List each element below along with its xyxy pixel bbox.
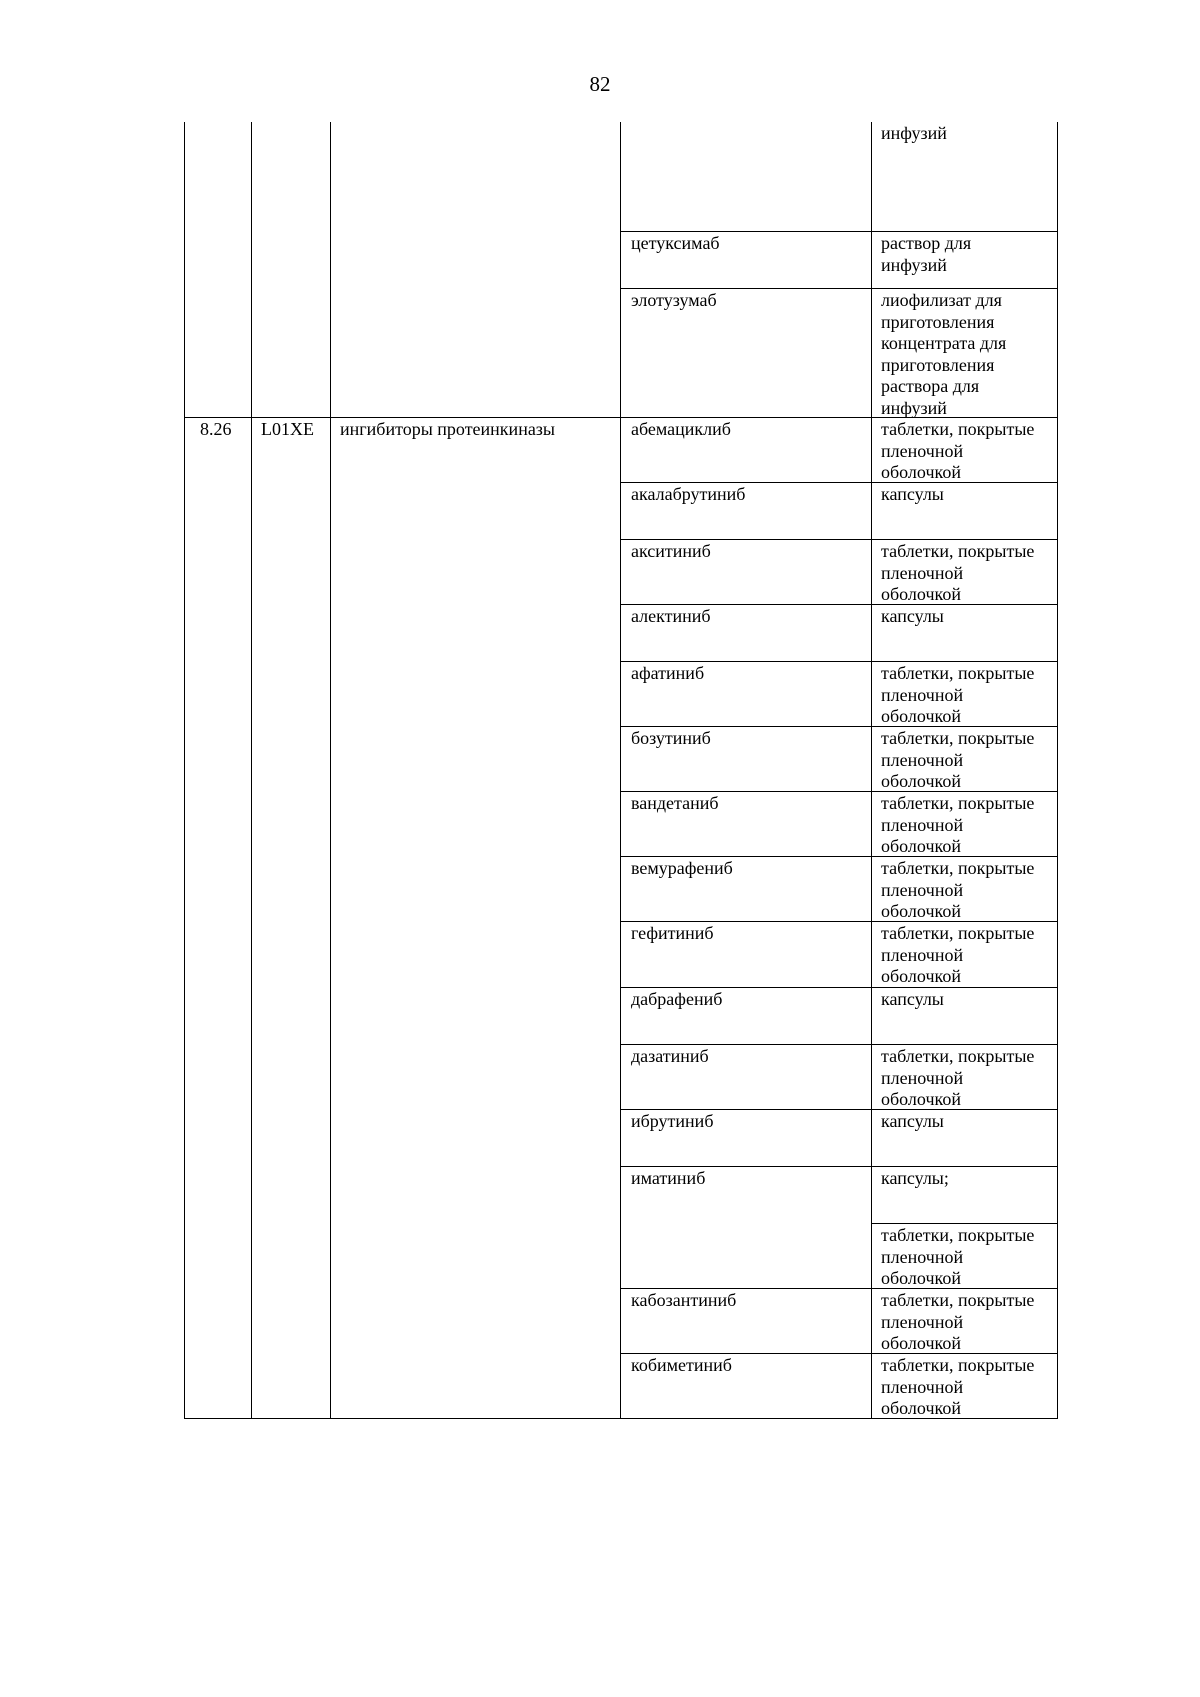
- form-cell: таблетки, покрытые пленочной оболочкой: [881, 858, 1035, 922]
- table-rule: [620, 288, 1058, 289]
- form-cell: капсулы;: [881, 1168, 949, 1188]
- form-cell: таблетки, покрытые пленочной оболочкой: [881, 663, 1035, 727]
- form-cell: капсулы: [881, 1111, 944, 1131]
- atc-code-cell: L01XE: [261, 419, 314, 439]
- form-cell: лиофилизат для приготовления концентрата для приготовления раствора для инфузий: [881, 290, 1007, 418]
- form-cell: раствор для инфузий: [881, 233, 972, 275]
- table-rule: [871, 1223, 1058, 1224]
- group-number-cell: 8.26: [200, 419, 232, 439]
- table-column-rule: [184, 122, 185, 1419]
- table-rule: [620, 231, 1058, 232]
- table-rule: [620, 661, 1058, 662]
- form-cell: таблетки, покрытые пленочной оболочкой: [881, 793, 1035, 857]
- table-rule: [620, 1044, 1058, 1045]
- form-cell: капсулы: [881, 484, 944, 504]
- form-cell: таблетки, покрытые пленочной оболочкой: [881, 541, 1035, 605]
- form-cell: капсулы: [881, 606, 944, 626]
- form-cell: капсулы: [881, 989, 944, 1009]
- form-cell: таблетки, покрытые пленочной оболочкой: [881, 923, 1035, 987]
- table-column-rule: [620, 122, 621, 1419]
- drug-name-cell: цетуксимаб: [631, 233, 720, 253]
- table-column-rule: [251, 122, 252, 1419]
- drug-name-cell: вемурафениб: [631, 858, 733, 878]
- drug-name-cell: элотузумаб: [631, 290, 717, 310]
- drug-name-cell: гефитиниб: [631, 923, 714, 943]
- form-cell: таблетки, покрытые пленочной оболочкой: [881, 728, 1035, 792]
- table-column-rule: [1057, 122, 1058, 1419]
- drug-name-cell: кобиметиниб: [631, 1355, 732, 1375]
- drug-name-cell: дазатиниб: [631, 1046, 709, 1066]
- drug-name-cell: иматиниб: [631, 1168, 706, 1188]
- form-cell: таблетки, покрытые пленочной оболочкой: [881, 419, 1035, 483]
- drug-name-cell: акалабрутиниб: [631, 484, 746, 504]
- drug-name-cell: алектиниб: [631, 606, 711, 626]
- drug-name-cell: дабрафениб: [631, 989, 723, 1009]
- drug-name-cell: бозутиниб: [631, 728, 711, 748]
- drug-name-cell: афатиниб: [631, 663, 705, 683]
- form-cell: таблетки, покрытые пленочной оболочкой: [881, 1046, 1035, 1110]
- page-number: 82: [589, 72, 611, 96]
- table-rule: [620, 539, 1058, 540]
- form-cell: инфузий: [881, 123, 947, 143]
- drug-name-cell: абемациклиб: [631, 419, 731, 439]
- drug-name-cell: акситиниб: [631, 541, 711, 561]
- form-cell: таблетки, покрытые пленочной оболочкой: [881, 1290, 1035, 1354]
- table-column-rule: [871, 122, 872, 1419]
- form-cell: таблетки, покрытые пленочной оболочкой: [881, 1225, 1035, 1289]
- form-cell: таблетки, покрытые пленочной оболочкой: [881, 1355, 1035, 1419]
- drug-name-cell: кабозантиниб: [631, 1290, 737, 1310]
- table-column-rule: [330, 122, 331, 1419]
- drug-name-cell: ибрутиниб: [631, 1111, 714, 1131]
- drug-name-cell: вандетаниб: [631, 793, 719, 813]
- group-name-cell: ингибиторы протеинкиназы: [340, 419, 556, 439]
- table-rule: [620, 1166, 1058, 1167]
